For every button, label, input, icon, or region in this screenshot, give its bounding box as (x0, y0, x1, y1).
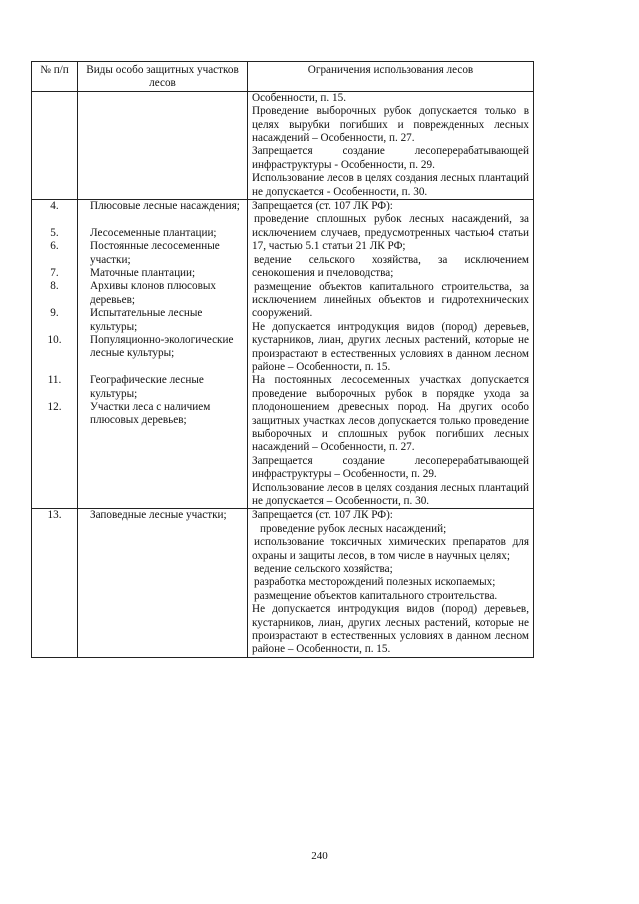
rule-text: Проведение выборочных рубок допускается только в целях вырубки погибших и поврежденных лесных насаждений – Особенности, п. 27. (252, 105, 529, 145)
row-c-rules (248, 509, 534, 657)
row-b-numbers (32, 200, 78, 509)
rule-text: размещение объектов капитального строительства. (254, 589, 498, 602)
rule-text: Особенности, п. 15. (252, 91, 346, 104)
header-restrictions: Ограничения использования лесов (248, 62, 534, 92)
rule-text: На постоянных лесосеменных участках допускается проведение выборочных рубок в порядке ухода за плодоношением древесных пород. На других особо защитных участках лесов допускается только проведение выборочных и сплошных рубок погибших лесных насаждений – Особенности, п. 27. (252, 374, 529, 454)
kind-text: Популяционно-экологические лесные культуры; (90, 334, 234, 360)
rule-text: проведение рубок лесных насаждений; (260, 522, 447, 535)
row-c-kind: Заповедные лесные участки; (78, 509, 248, 657)
kind-text: Лесосеменные плантации; (90, 226, 217, 239)
kind-text: Архивы клонов плюсовых деревьев; (90, 280, 217, 306)
item-number: 8. (50, 280, 59, 293)
kind-text: Постоянные лесосеменные участки; (90, 240, 220, 266)
rule-text: Запрещается (ст. 107 ЛК РФ): (252, 200, 393, 213)
rule-text: Запрещается создание лесоперерабатывающей инфраструктуры – Особенности, п. 29. (252, 454, 529, 481)
kind-text: Плюсовые лесные насаждения; (90, 200, 240, 213)
restrictions-table (31, 61, 534, 658)
row-b-kinds (78, 200, 248, 509)
table-row (32, 200, 534, 509)
rule-text: Запрещается (ст. 107 ЛК РФ): (252, 509, 393, 522)
page-number: 240 (311, 850, 328, 862)
row-a-rules (248, 91, 534, 199)
rule-text: ведение сельского хозяйства, за исключением сенокошения и пчеловодства; (252, 253, 529, 280)
row-b-rules (248, 200, 534, 509)
rule-text: Запрещается создание лесоперерабатывающей инфраструктуры - Особенности, п. 29. (252, 145, 529, 171)
kind-text: Маточные плантации; (90, 267, 196, 280)
rule-text: размещение объектов капитального строительства, за исключением линейных объектов и гидротехнических сооружений. (252, 280, 529, 320)
item-number: 9. (50, 307, 59, 320)
rule-text: Не допускается интродукция видов (пород) деревьев, кустарников, лиан, других лесных растений, которые не произрастают в естественных условиях в данном лесном районе – Особенности, п. 15. (252, 320, 529, 373)
item-number: 7. (50, 267, 59, 280)
item-number: 12. (47, 401, 62, 414)
table-row (32, 509, 534, 657)
kind-text: Участки леса с наличием плюсовых деревьев; (90, 401, 211, 427)
item-number: 6. (50, 240, 59, 253)
rule-text: использование токсичных химических препаратов для охраны и защиты лесов, в том числе в научных целях; (252, 536, 529, 562)
row-a-kinds (78, 91, 248, 199)
rule-text: ведение сельского хозяйства; (254, 563, 393, 576)
rule-text: разработка месторождений полезных ископаемых; (254, 576, 496, 589)
kind-text: Испытательные лесные культуры; (90, 307, 203, 333)
rule-text: Использование лесов в целях создания лесных плантаций не допускается – Особенности, п. 30. (252, 481, 529, 507)
item-number: 5. (50, 226, 59, 239)
item-number: 11. (47, 374, 62, 387)
header-kinds: Виды особо защитных участков лесов (78, 62, 248, 92)
table-row (32, 91, 534, 199)
row-a-number (32, 91, 78, 199)
rule-text: проведение сплошных рубок лесных насаждений, за исключением случаев, предусмотренных частью4 статьи 17, частью 5.1 статьи 21 ЛК РФ; (252, 213, 529, 253)
table-header-row (32, 62, 534, 92)
header-number: № п/п (32, 62, 78, 92)
row-c-number: 13. (32, 509, 78, 657)
rule-text: Использование лесов в целях создания лесных плантаций не допускается - Особенности, п. 30. (252, 172, 529, 198)
item-number: 4. (50, 200, 59, 213)
kind-text: Географические лесные культуры; (90, 374, 204, 400)
item-number: 10. (47, 334, 62, 347)
rule-text: Не допускается интродукция видов (пород) деревьев, кустарников, лиан, других лесных растений, которые не произрастают в естественных условиях в данном лесном районе – Особенности, п. 15. (252, 603, 529, 656)
